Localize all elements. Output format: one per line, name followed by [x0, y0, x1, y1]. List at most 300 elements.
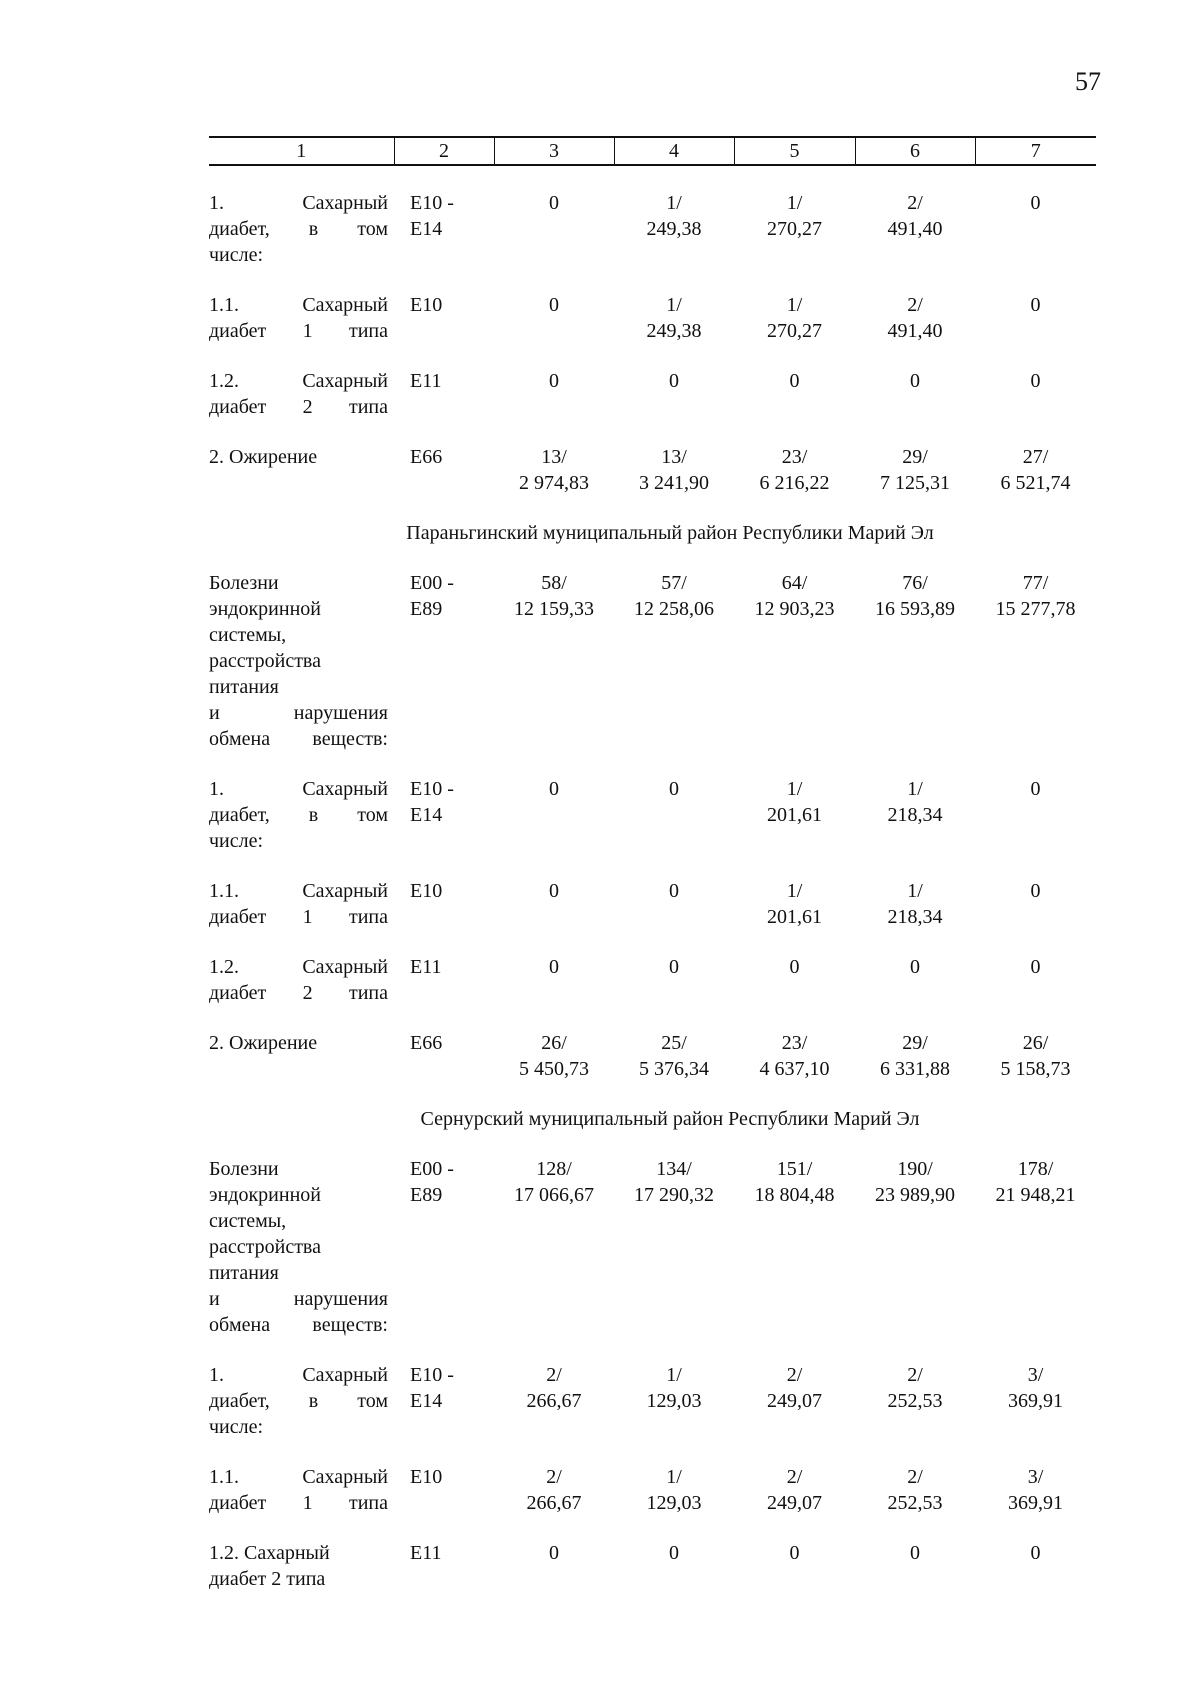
row-spacer: [209, 854, 1096, 878]
row-spacer: [209, 496, 1096, 520]
value-line: 1/: [666, 294, 682, 316]
table-row: [209, 292, 1096, 344]
value-line: 5 158,73: [1000, 1058, 1071, 1080]
row-label: [209, 1030, 394, 1082]
value-line: 6 331,88: [880, 1058, 950, 1080]
value-line: 17 290,32: [634, 1184, 714, 1206]
row-label-line: диабет 1 типа: [209, 320, 388, 342]
icd-code: [394, 954, 494, 1006]
value-cell: [975, 1464, 1096, 1516]
row-label: [209, 190, 394, 268]
value-line: 491,40: [887, 218, 943, 240]
value-line: 58/: [541, 572, 567, 594]
value-line: 0: [549, 370, 559, 392]
value-line: 218,34: [887, 906, 943, 928]
spacer-cell: [209, 1082, 1096, 1106]
row-label: [209, 1156, 394, 1338]
table-row: [209, 776, 1096, 854]
spacer-cell: [209, 930, 1096, 954]
value-line: 18 804,48: [754, 1184, 835, 1206]
spacer-cell: [209, 1006, 1096, 1030]
value-cell: [734, 444, 855, 496]
value-cell: [975, 1362, 1096, 1440]
icd-code-line: E00 -: [410, 572, 454, 594]
value-line: 29/: [902, 446, 928, 468]
row-label-line: 1.1. Сахарный: [209, 294, 388, 316]
table-row: [209, 1464, 1096, 1516]
value-line: 178/: [1017, 1158, 1054, 1180]
value-cell: [614, 190, 734, 268]
row-label-line: расстройства: [209, 650, 321, 672]
value-cell: [855, 954, 975, 1006]
district-heading-row: [209, 520, 1096, 546]
column-header-table: [209, 136, 1096, 166]
value-line: 270,27: [767, 218, 822, 240]
table-row: [209, 444, 1096, 496]
value-cell: [494, 1464, 614, 1516]
row-label-line: системы,: [209, 1210, 287, 1232]
value-cell: [494, 444, 614, 496]
district-heading-row: [209, 1106, 1096, 1132]
row-label-line: диабет, в том: [209, 1390, 388, 1412]
row-spacer: [209, 344, 1096, 368]
row-label-line: и нарушения: [209, 1288, 388, 1310]
value-line: 0: [910, 1542, 920, 1564]
row-label-line: числе:: [209, 830, 264, 852]
value-line: 16 593,89: [875, 598, 955, 620]
value-cell: [734, 570, 855, 752]
value-cell: [494, 292, 614, 344]
value-line: 1/: [907, 778, 923, 800]
table-row: [209, 368, 1096, 420]
value-cell: [614, 292, 734, 344]
value-line: 0: [1030, 880, 1041, 902]
row-spacer: [209, 1006, 1096, 1030]
value-line: 23 989,90: [875, 1184, 955, 1206]
value-cell: [494, 776, 614, 854]
table-row: [209, 570, 1096, 752]
value-line: 0: [1030, 956, 1041, 978]
value-line: 2/: [786, 1466, 803, 1488]
icd-code-line: E00 -: [410, 1158, 454, 1180]
value-cell: [975, 878, 1096, 930]
value-cell: [734, 292, 855, 344]
row-label: [209, 776, 394, 854]
row-label: [209, 292, 394, 344]
icd-code: [394, 368, 494, 420]
value-cell: [614, 954, 734, 1006]
value-line: 249,07: [767, 1492, 822, 1514]
value-cell: [975, 1540, 1096, 1592]
row-label-line: расстройства: [209, 1236, 321, 1258]
page-number: 57: [1075, 67, 1101, 96]
row-spacer: [209, 930, 1096, 954]
value-line: 25/: [661, 1032, 687, 1054]
icd-code-line: E14: [410, 804, 443, 826]
value-cell: [734, 1156, 855, 1338]
value-line: 0: [669, 956, 679, 978]
row-label-line: системы,: [209, 624, 287, 646]
value-cell: [614, 1030, 734, 1082]
value-cell: [855, 190, 975, 268]
icd-code-line: E14: [410, 218, 443, 240]
row-label: [209, 878, 394, 930]
table-row: [209, 190, 1096, 268]
value-cell: [734, 190, 855, 268]
row-label-line: числе:: [209, 244, 264, 266]
value-cell: [855, 1156, 975, 1338]
value-line: 2/: [546, 1364, 562, 1386]
row-spacer: [209, 1082, 1096, 1106]
value-line: 5 376,34: [639, 1058, 709, 1080]
value-cell: [734, 954, 855, 1006]
row-spacer: [209, 752, 1096, 776]
icd-code-line: E11: [410, 370, 442, 392]
district-heading: Параньгинский муниципальный район Республики Марий Эл: [406, 522, 934, 544]
value-line: 129,03: [646, 1390, 702, 1412]
row-label-line: 1. Сахарный: [209, 1364, 388, 1386]
row-label-line: 1.2. Сахарный: [209, 1542, 330, 1564]
value-line: 1/: [786, 880, 803, 902]
value-line: 23/: [781, 1032, 808, 1054]
value-cell: [855, 444, 975, 496]
icd-code-line: E10 -: [410, 1364, 454, 1386]
value-line: 0: [549, 1542, 559, 1564]
value-cell: [494, 1362, 614, 1440]
value-line: 12 903,23: [754, 598, 835, 620]
value-line: 13/: [541, 446, 567, 468]
icd-code: [394, 1362, 494, 1440]
value-cell: [734, 368, 855, 420]
value-line: 218,34: [887, 804, 943, 826]
row-label-line: 1.2. Сахарный: [209, 956, 388, 978]
value-line: 17 066,67: [514, 1184, 594, 1206]
value-cell: [855, 878, 975, 930]
icd-code: [394, 1156, 494, 1338]
value-cell: [855, 292, 975, 344]
value-cell: [734, 1540, 855, 1592]
icd-code: [394, 292, 494, 344]
value-line: 1/: [786, 192, 803, 214]
value-line: 1/: [786, 294, 803, 316]
row-label-line: 1.1. Сахарный: [209, 880, 388, 902]
column-number: 4: [614, 137, 734, 165]
icd-code: [394, 190, 494, 268]
value-line: 252,53: [887, 1492, 943, 1514]
value-line: 0: [910, 956, 920, 978]
value-cell: [734, 776, 855, 854]
value-line: 76/: [902, 572, 928, 594]
table-row: [209, 1362, 1096, 1440]
value-line: 201,61: [767, 906, 822, 928]
row-label: [209, 368, 394, 420]
value-line: 2 974,83: [519, 472, 589, 494]
value-cell: [614, 1362, 734, 1440]
value-cell: [975, 1030, 1096, 1082]
column-number: 3: [494, 137, 614, 165]
value-line: 15 277,78: [995, 598, 1076, 620]
value-cell: [494, 190, 614, 268]
column-number: 7: [975, 137, 1096, 165]
value-cell: [734, 1030, 855, 1082]
value-line: 266,67: [526, 1492, 582, 1514]
row-label: [209, 570, 394, 752]
row-label-line: 2. Ожирение: [209, 446, 318, 468]
value-line: 0: [549, 880, 559, 902]
column-number: 5: [734, 137, 855, 165]
value-line: 1/: [666, 1466, 682, 1488]
value-line: 249,07: [767, 1390, 822, 1412]
value-cell: [855, 1030, 975, 1082]
value-line: 0: [910, 370, 920, 392]
value-line: 57/: [661, 572, 687, 594]
row-label-line: эндокринной: [209, 1184, 321, 1206]
value-cell: [975, 368, 1096, 420]
value-line: 12 159,33: [514, 598, 594, 620]
value-line: 491,40: [887, 320, 943, 342]
row-label-line: диабет 2 типа: [209, 982, 388, 1004]
row-label-line: диабет 1 типа: [209, 906, 388, 928]
value-line: 2/: [907, 1466, 923, 1488]
row-label-line: 1.2. Сахарный: [209, 370, 388, 392]
value-line: 5 450,73: [519, 1058, 589, 1080]
row-label-line: питания: [209, 1262, 279, 1284]
icd-code: [394, 878, 494, 930]
value-cell: [494, 1156, 614, 1338]
table-row: [209, 1030, 1096, 1082]
value-line: 134/: [656, 1158, 692, 1180]
value-line: 3 241,90: [639, 472, 709, 494]
statistics-table: [209, 190, 1096, 1592]
row-label-line: обмена веществ:: [209, 1314, 388, 1336]
value-cell: [975, 570, 1096, 752]
icd-code-line: E89: [410, 598, 443, 620]
value-line: 26/: [1022, 1032, 1049, 1054]
value-line: 0: [669, 778, 679, 800]
table-row: [209, 1540, 1096, 1592]
row-spacer: [209, 1516, 1096, 1540]
district-heading: Сернурский муниципальный район Республики Марий Эл: [420, 1108, 920, 1130]
row-spacer: [209, 546, 1096, 570]
value-line: 0: [789, 370, 800, 392]
value-line: 3/: [1027, 1466, 1044, 1488]
value-cell: [614, 570, 734, 752]
value-line: 0: [1030, 778, 1041, 800]
icd-code-line: E10: [410, 294, 443, 316]
icd-code: [394, 570, 494, 752]
value-cell: [614, 444, 734, 496]
value-cell: [614, 1464, 734, 1516]
value-line: 6 216,22: [759, 472, 830, 494]
value-cell: [494, 1540, 614, 1592]
row-label: [209, 954, 394, 1006]
value-line: 64/: [781, 572, 808, 594]
row-label-line: и нарушения: [209, 702, 388, 724]
value-line: 0: [789, 956, 800, 978]
value-line: 1/: [666, 192, 682, 214]
value-line: 2/: [546, 1466, 562, 1488]
icd-code-line: E14: [410, 1390, 443, 1412]
value-cell: [614, 1156, 734, 1338]
value-cell: [975, 1156, 1096, 1338]
value-line: 0: [549, 778, 559, 800]
value-line: 266,67: [526, 1390, 582, 1412]
spacer-cell: [209, 268, 1096, 292]
value-cell: [614, 878, 734, 930]
value-line: 1/: [666, 1364, 682, 1386]
icd-code: [394, 776, 494, 854]
value-line: 3/: [1027, 1364, 1044, 1386]
value-line: 27/: [1022, 446, 1049, 468]
row-label: [209, 1362, 394, 1440]
value-cell: [855, 368, 975, 420]
icd-code-line: E11: [410, 1542, 442, 1564]
value-line: 270,27: [767, 320, 822, 342]
spacer-cell: [209, 344, 1096, 368]
row-label-line: Болезни: [209, 1158, 279, 1180]
row-label-line: 1.1. Сахарный: [209, 1466, 388, 1488]
spacer-cell: [209, 1516, 1096, 1540]
icd-code-line: E66: [410, 446, 443, 468]
row-spacer: [209, 1440, 1096, 1464]
value-line: 2/: [786, 1364, 803, 1386]
value-cell: [614, 1540, 734, 1592]
column-number: 1: [209, 137, 394, 165]
row-label-line: 2. Ожирение: [209, 1032, 318, 1054]
value-cell: [734, 878, 855, 930]
value-line: 0: [549, 294, 559, 316]
spacer-cell: [209, 854, 1096, 878]
value-cell: [855, 1540, 975, 1592]
icd-code-line: E89: [410, 1184, 443, 1206]
value-line: 0: [669, 1542, 679, 1564]
value-cell: [494, 570, 614, 752]
value-cell: [975, 444, 1096, 496]
icd-code-line: E66: [410, 1032, 443, 1054]
value-cell: [494, 368, 614, 420]
value-line: 252,53: [887, 1390, 943, 1412]
value-line: 1/: [907, 880, 923, 902]
value-line: 0: [1030, 370, 1041, 392]
column-number: 6: [855, 137, 975, 165]
value-cell: [855, 1464, 975, 1516]
value-line: 12 258,06: [634, 598, 714, 620]
value-cell: [975, 776, 1096, 854]
icd-code-line: E10: [410, 1466, 443, 1488]
row-label-line: диабет 2 типа: [209, 396, 388, 418]
value-line: 1/: [786, 778, 803, 800]
value-line: 0: [669, 370, 679, 392]
value-cell: [734, 1464, 855, 1516]
icd-code: [394, 1464, 494, 1516]
row-label: [209, 1464, 394, 1516]
row-label-line: диабет 2 типа: [209, 1568, 326, 1590]
value-cell: [975, 954, 1096, 1006]
value-line: 77/: [1022, 572, 1049, 594]
row-label-line: обмена веществ:: [209, 728, 388, 750]
row-label-line: диабет, в том: [209, 804, 388, 826]
value-cell: [614, 368, 734, 420]
value-line: 2/: [907, 1364, 923, 1386]
row-label-line: эндокринной: [209, 598, 321, 620]
row-label-line: питания: [209, 676, 279, 698]
value-line: 29/: [902, 1032, 928, 1054]
value-line: 151/: [776, 1158, 813, 1180]
value-line: 0: [549, 956, 559, 978]
value-cell: [494, 878, 614, 930]
spacer-cell: [209, 420, 1096, 444]
icd-code: [394, 444, 494, 496]
value-cell: [734, 1362, 855, 1440]
row-spacer: [209, 268, 1096, 292]
value-line: 23/: [781, 446, 808, 468]
value-cell: [855, 776, 975, 854]
value-cell: [614, 776, 734, 854]
value-line: 369,91: [1008, 1492, 1063, 1514]
value-line: 128/: [536, 1158, 572, 1180]
spacer-cell: [209, 1132, 1096, 1156]
row-label-line: числе:: [209, 1416, 264, 1438]
value-line: 249,38: [646, 320, 702, 342]
value-line: 7 125,31: [880, 472, 950, 494]
value-line: 4 637,10: [759, 1058, 830, 1080]
row-label-line: Болезни: [209, 572, 279, 594]
value-line: 2/: [907, 192, 923, 214]
value-line: 6 521,74: [1000, 472, 1071, 494]
value-line: 0: [789, 1542, 800, 1564]
spacer-cell: [209, 546, 1096, 570]
value-cell: [494, 1030, 614, 1082]
value-cell: [855, 570, 975, 752]
value-line: 0: [1030, 1542, 1041, 1564]
value-line: 129,03: [646, 1492, 702, 1514]
table-row: [209, 1156, 1096, 1338]
row-label: [209, 1540, 394, 1592]
value-cell: [975, 292, 1096, 344]
row-label-line: 1. Сахарный: [209, 778, 388, 800]
spacer-cell: [209, 752, 1096, 776]
spacer-cell: [209, 1440, 1096, 1464]
row-label: [209, 444, 394, 496]
value-line: 0: [1030, 192, 1041, 214]
value-line: 13/: [661, 446, 687, 468]
value-cell: [975, 190, 1096, 268]
value-line: 2/: [907, 294, 923, 316]
spacer-cell: [209, 1338, 1096, 1362]
row-spacer: [209, 420, 1096, 444]
value-line: 201,61: [767, 804, 822, 826]
row-spacer: [209, 1132, 1096, 1156]
value-line: 0: [1030, 294, 1041, 316]
row-spacer: [209, 1338, 1096, 1362]
icd-code-line: E11: [410, 956, 442, 978]
value-line: 21 948,21: [995, 1184, 1076, 1206]
value-line: 369,91: [1008, 1390, 1063, 1412]
table-row: [209, 878, 1096, 930]
row-label-line: диабет 1 типа: [209, 1492, 388, 1514]
value-line: 190/: [897, 1158, 933, 1180]
value-cell: [494, 954, 614, 1006]
value-line: 0: [549, 192, 559, 214]
table-row: [209, 954, 1096, 1006]
icd-code-line: E10 -: [410, 192, 454, 214]
value-line: 249,38: [646, 218, 702, 240]
column-number: 2: [394, 137, 494, 165]
row-label-line: 1. Сахарный: [209, 192, 388, 214]
icd-code: [394, 1030, 494, 1082]
value-line: 0: [669, 880, 679, 902]
value-line: 26/: [541, 1032, 567, 1054]
